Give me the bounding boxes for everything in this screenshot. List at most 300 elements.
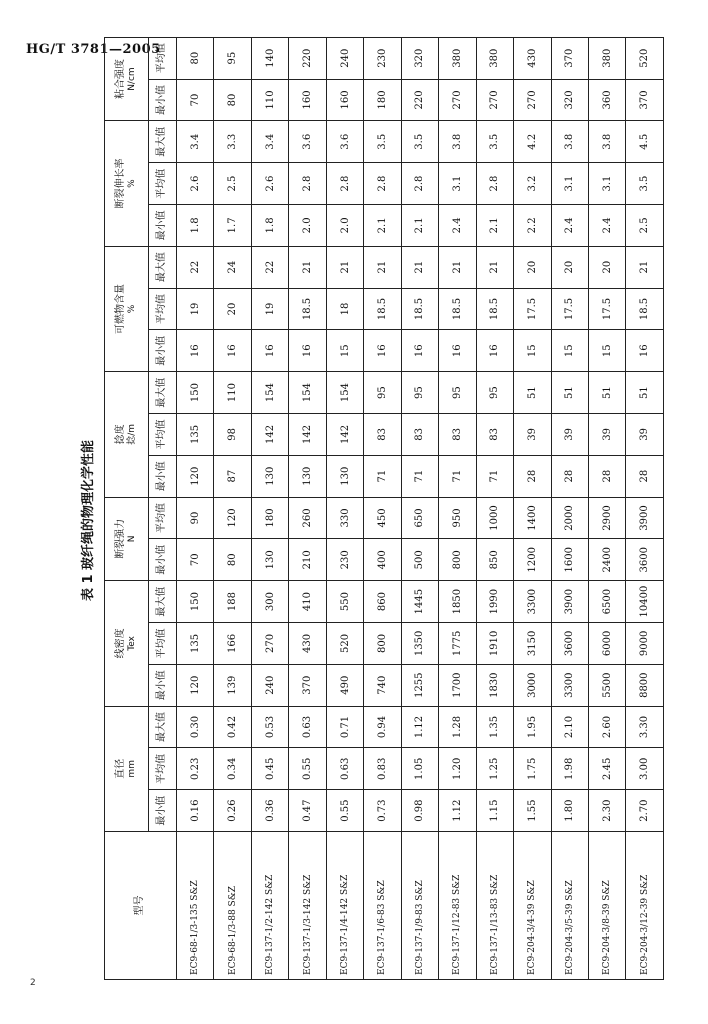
table-row [401, 37, 438, 979]
sub-min: 最小值 [149, 79, 177, 121]
value-cell: 2.0 [289, 204, 326, 246]
header-breaking-strength: 断裂强力 N [105, 497, 149, 581]
value-cell: 2000 [551, 497, 588, 539]
value-cell: 95 [476, 372, 513, 414]
value-cell: 3.5 [401, 121, 438, 163]
value-cell: 130 [251, 539, 288, 581]
value-cell: 83 [364, 413, 401, 455]
value-cell: 28 [551, 455, 588, 497]
value-cell: 0.55 [326, 790, 363, 832]
value-cell: 180 [251, 497, 288, 539]
value-cell: 3.6 [326, 121, 363, 163]
value-cell: 300 [251, 581, 288, 623]
sub-min: 最小值 [149, 790, 177, 832]
value-cell: 5500 [588, 664, 625, 706]
value-cell: 120 [214, 497, 251, 539]
value-cell: 28 [626, 455, 664, 497]
value-cell: 330 [326, 497, 363, 539]
value-cell: 18.5 [476, 288, 513, 330]
model-cell: EC9-204-3/8-39 S&Z [588, 832, 625, 980]
value-cell: 2.5 [626, 204, 664, 246]
value-cell: 3.6 [289, 121, 326, 163]
value-cell: 0.83 [364, 748, 401, 790]
value-cell: 220 [289, 37, 326, 79]
value-cell: 1.35 [476, 706, 513, 748]
value-cell: 19 [177, 288, 214, 330]
value-cell: 1445 [401, 581, 438, 623]
value-cell: 2.2 [514, 204, 551, 246]
sub-avg: 平均值 [149, 623, 177, 665]
value-cell: 16 [251, 330, 288, 372]
value-cell: 220 [401, 79, 438, 121]
value-cell: 15 [551, 330, 588, 372]
value-cell: 98 [214, 413, 251, 455]
value-cell: 1.8 [251, 204, 288, 246]
value-cell: 6000 [588, 623, 625, 665]
value-cell: 3900 [626, 497, 664, 539]
value-cell: 270 [439, 79, 476, 121]
value-cell: 16 [476, 330, 513, 372]
value-cell: 80 [214, 79, 251, 121]
value-cell: 230 [364, 37, 401, 79]
value-cell: 0.73 [364, 790, 401, 832]
table-row [551, 37, 588, 979]
value-cell: 2.4 [439, 204, 476, 246]
value-cell: 18.5 [439, 288, 476, 330]
value-cell: 21 [401, 246, 438, 288]
value-cell: 0.30 [177, 706, 214, 748]
value-cell: 370 [551, 37, 588, 79]
value-cell: 860 [364, 581, 401, 623]
value-cell: 18 [326, 288, 363, 330]
value-cell: 400 [364, 539, 401, 581]
value-cell: 70 [177, 539, 214, 581]
value-cell: 1.55 [514, 790, 551, 832]
value-cell: 22 [251, 246, 288, 288]
sub-avg: 平均值 [149, 288, 177, 330]
table-caption: 表 1 玻纤绳的物理化学性能 [81, 439, 97, 601]
value-cell: 135 [177, 413, 214, 455]
header-linear-density: 线密度 Tex [105, 581, 149, 706]
value-cell: 2.1 [401, 204, 438, 246]
value-cell: 142 [326, 413, 363, 455]
value-cell: 1910 [476, 623, 513, 665]
value-cell: 1850 [439, 581, 476, 623]
table-row [326, 37, 363, 979]
value-cell: 16 [364, 330, 401, 372]
value-cell: 0.42 [214, 706, 251, 748]
value-cell: 2.10 [551, 706, 588, 748]
value-cell: 1830 [476, 664, 513, 706]
value-cell: 2.0 [326, 204, 363, 246]
value-cell: 80 [214, 539, 251, 581]
value-cell: 154 [251, 372, 288, 414]
model-cell: EC9-137-1/12-83 S&Z [439, 832, 476, 980]
value-cell: 39 [551, 413, 588, 455]
header-model: 型号 [105, 832, 177, 980]
value-cell: 2.8 [401, 163, 438, 205]
value-cell: 240 [326, 37, 363, 79]
model-cell: EC9-137-1/3-142 S&Z [289, 832, 326, 980]
sub-avg: 平均值 [149, 413, 177, 455]
value-cell: 1.80 [551, 790, 588, 832]
value-cell: 3300 [551, 664, 588, 706]
table-row [588, 37, 625, 979]
value-cell: 18.5 [401, 288, 438, 330]
value-cell: 1350 [401, 623, 438, 665]
value-cell: 39 [626, 413, 664, 455]
value-cell: 3.5 [364, 121, 401, 163]
value-cell: 0.63 [326, 748, 363, 790]
value-cell: 20 [588, 246, 625, 288]
table-row [251, 37, 288, 979]
value-cell: 24 [214, 246, 251, 288]
sub-min: 最小值 [149, 539, 177, 581]
value-cell: 16 [214, 330, 251, 372]
table-row [289, 37, 326, 979]
value-cell: 430 [289, 623, 326, 665]
value-cell: 71 [364, 455, 401, 497]
value-cell: 18.5 [364, 288, 401, 330]
value-cell: 2.8 [476, 163, 513, 205]
value-cell: 2.1 [364, 204, 401, 246]
value-cell: 2.8 [326, 163, 363, 205]
value-cell: 1990 [476, 581, 513, 623]
header-twist: 捻度 捻/m [105, 372, 149, 497]
value-cell: 15 [326, 330, 363, 372]
value-cell: 380 [439, 37, 476, 79]
value-cell: 650 [401, 497, 438, 539]
value-cell: 110 [214, 372, 251, 414]
value-cell: 4.5 [626, 121, 664, 163]
value-cell: 800 [439, 539, 476, 581]
value-cell: 2900 [588, 497, 625, 539]
value-cell: 3600 [626, 539, 664, 581]
table-row [476, 37, 513, 979]
value-cell: 20 [214, 288, 251, 330]
table-row [364, 37, 401, 979]
sub-max: 最大值 [149, 372, 177, 414]
value-cell: 160 [289, 79, 326, 121]
value-cell: 3.00 [626, 748, 664, 790]
value-cell: 51 [551, 372, 588, 414]
value-cell: 21 [326, 246, 363, 288]
value-cell: 490 [326, 664, 363, 706]
value-cell: 320 [551, 79, 588, 121]
sub-max: 最大值 [149, 121, 177, 163]
model-cell: EC9-137-1/9-83 S&Z [401, 832, 438, 980]
value-cell: 850 [476, 539, 513, 581]
model-cell: EC9-204-3/4-39 S&Z [514, 832, 551, 980]
value-cell: 51 [588, 372, 625, 414]
value-cell: 3.8 [551, 121, 588, 163]
value-cell: 120 [177, 664, 214, 706]
value-cell: 520 [626, 37, 664, 79]
sub-max: 最大值 [149, 246, 177, 288]
table-row [626, 37, 664, 979]
value-cell: 0.47 [289, 790, 326, 832]
value-cell: 270 [514, 79, 551, 121]
value-cell: 3.5 [626, 163, 664, 205]
value-cell: 3300 [514, 581, 551, 623]
value-cell: 16 [401, 330, 438, 372]
value-cell: 21 [439, 246, 476, 288]
value-cell: 380 [476, 37, 513, 79]
value-cell: 2.5 [214, 163, 251, 205]
model-cell: EC9-137-1/6-83 S&Z [364, 832, 401, 980]
value-cell: 0.16 [177, 790, 214, 832]
value-cell: 17.5 [551, 288, 588, 330]
value-cell: 0.26 [214, 790, 251, 832]
value-cell: 21 [476, 246, 513, 288]
value-cell: 51 [514, 372, 551, 414]
model-cell: EC9-68-1/3-135 S&Z [177, 832, 214, 980]
value-cell: 21 [626, 246, 664, 288]
value-cell: 139 [214, 664, 251, 706]
value-cell: 500 [401, 539, 438, 581]
value-cell: 1400 [514, 497, 551, 539]
value-cell: 2.60 [588, 706, 625, 748]
value-cell: 39 [588, 413, 625, 455]
value-cell: 1.7 [214, 204, 251, 246]
value-cell: 130 [251, 455, 288, 497]
value-cell: 8800 [626, 664, 664, 706]
value-cell: 0.36 [251, 790, 288, 832]
sub-avg: 平均值 [149, 163, 177, 205]
value-cell: 28 [514, 455, 551, 497]
table-row [439, 37, 476, 979]
value-cell: 3150 [514, 623, 551, 665]
value-cell: 16 [626, 330, 664, 372]
value-cell: 1775 [439, 623, 476, 665]
value-cell: 0.98 [401, 790, 438, 832]
value-cell: 17.5 [588, 288, 625, 330]
value-cell: 2.4 [588, 204, 625, 246]
value-cell: 142 [251, 413, 288, 455]
value-cell: 71 [476, 455, 513, 497]
value-cell: 320 [401, 37, 438, 79]
sub-min: 最小值 [149, 330, 177, 372]
value-cell: 6500 [588, 581, 625, 623]
value-cell: 130 [326, 455, 363, 497]
value-cell: 2.4 [551, 204, 588, 246]
value-cell: 520 [326, 623, 363, 665]
value-cell: 51 [626, 372, 664, 414]
value-cell: 3.1 [439, 163, 476, 205]
value-cell: 1200 [514, 539, 551, 581]
sub-min: 最小值 [149, 664, 177, 706]
model-cell: EC9-204-3/12-39 S&Z [626, 832, 664, 980]
value-cell: 154 [326, 372, 363, 414]
value-cell: 3.1 [551, 163, 588, 205]
value-cell: 360 [588, 79, 625, 121]
value-cell: 83 [476, 413, 513, 455]
value-cell: 2.1 [476, 204, 513, 246]
value-cell: 39 [514, 413, 551, 455]
value-cell: 166 [214, 623, 251, 665]
value-cell: 410 [289, 581, 326, 623]
value-cell: 4.2 [514, 121, 551, 163]
value-cell: 110 [251, 79, 288, 121]
document-code: HG/T 3781—2005 [26, 42, 161, 57]
value-cell: 95 [214, 37, 251, 79]
value-cell: 230 [326, 539, 363, 581]
header-diameter: 直径 mm [105, 706, 149, 831]
value-cell: 3.8 [439, 121, 476, 163]
value-cell: 1.20 [439, 748, 476, 790]
value-cell: 28 [588, 455, 625, 497]
value-cell: 1000 [476, 497, 513, 539]
value-cell: 90 [177, 497, 214, 539]
value-cell: 142 [289, 413, 326, 455]
sub-avg: 平均值 [149, 497, 177, 539]
value-cell: 3.1 [588, 163, 625, 205]
value-cell: 1.15 [476, 790, 513, 832]
sub-max: 最大值 [149, 581, 177, 623]
value-cell: 430 [514, 37, 551, 79]
value-cell: 0.53 [251, 706, 288, 748]
model-cell: EC9-137-1/13-83 S&Z [476, 832, 513, 980]
table-row [177, 37, 214, 979]
value-cell: 2.8 [289, 163, 326, 205]
value-cell: 95 [364, 372, 401, 414]
value-cell: 150 [177, 581, 214, 623]
value-cell: 188 [214, 581, 251, 623]
header-adhesion: 粘合强度 N/cm [105, 37, 149, 121]
value-cell: 19 [251, 288, 288, 330]
value-cell: 9000 [626, 623, 664, 665]
value-cell: 3000 [514, 664, 551, 706]
value-cell: 130 [289, 455, 326, 497]
properties-table [104, 37, 664, 980]
value-cell: 1600 [551, 539, 588, 581]
value-cell: 135 [177, 623, 214, 665]
value-cell: 2.6 [251, 163, 288, 205]
sub-max: 最大值 [149, 706, 177, 748]
value-cell: 740 [364, 664, 401, 706]
value-cell: 0.55 [289, 748, 326, 790]
model-cell: EC9-137-1/4-142 S&Z [326, 832, 363, 980]
value-cell: 1.8 [177, 204, 214, 246]
value-cell: 0.23 [177, 748, 214, 790]
value-cell: 370 [289, 664, 326, 706]
sub-avg: 平均值 [149, 748, 177, 790]
value-cell: 2.45 [588, 748, 625, 790]
value-cell: 21 [364, 246, 401, 288]
header-elongation: 断裂伸长率 % [105, 121, 149, 246]
value-cell: 20 [551, 246, 588, 288]
value-cell: 22 [177, 246, 214, 288]
value-cell: 1.25 [476, 748, 513, 790]
value-cell: 150 [177, 372, 214, 414]
value-cell: 380 [588, 37, 625, 79]
value-cell: 80 [177, 37, 214, 79]
value-cell: 1700 [439, 664, 476, 706]
value-cell: 71 [401, 455, 438, 497]
value-cell: 16 [439, 330, 476, 372]
value-cell: 370 [626, 79, 664, 121]
table-row [514, 37, 551, 979]
model-cell: EC9-68-1/3-88 S&Z [214, 832, 251, 980]
value-cell: 3.4 [177, 121, 214, 163]
value-cell: 240 [251, 664, 288, 706]
value-cell: 1.28 [439, 706, 476, 748]
value-cell: 2400 [588, 539, 625, 581]
page-number: 2 [30, 978, 36, 988]
value-cell: 1.95 [514, 706, 551, 748]
value-cell: 1.12 [401, 706, 438, 748]
value-cell: 1.98 [551, 748, 588, 790]
value-cell: 550 [326, 581, 363, 623]
value-cell: 83 [439, 413, 476, 455]
sub-min: 最小值 [149, 455, 177, 497]
value-cell: 95 [439, 372, 476, 414]
value-cell: 270 [251, 623, 288, 665]
value-cell: 0.71 [326, 706, 363, 748]
value-cell: 16 [289, 330, 326, 372]
header-combustible-content: 可燃物含量 % [105, 246, 149, 371]
value-cell: 3.3 [214, 121, 251, 163]
value-cell: 15 [514, 330, 551, 372]
value-cell: 800 [364, 623, 401, 665]
table-body [177, 37, 664, 979]
value-cell: 210 [289, 539, 326, 581]
value-cell: 2.6 [177, 163, 214, 205]
value-cell: 3900 [551, 581, 588, 623]
value-cell: 0.45 [251, 748, 288, 790]
value-cell: 3.4 [251, 121, 288, 163]
value-cell: 15 [588, 330, 625, 372]
value-cell: 270 [476, 79, 513, 121]
sub-avg: 平均值 [149, 37, 177, 79]
sub-min: 最小值 [149, 204, 177, 246]
value-cell: 2.30 [588, 790, 625, 832]
value-cell: 3.30 [626, 706, 664, 748]
value-cell: 1.75 [514, 748, 551, 790]
value-cell: 16 [177, 330, 214, 372]
value-cell: 0.34 [214, 748, 251, 790]
model-cell: EC9-204-3/5-39 S&Z [551, 832, 588, 980]
value-cell: 140 [251, 37, 288, 79]
value-cell: 260 [289, 497, 326, 539]
value-cell: 18.5 [289, 288, 326, 330]
value-cell: 10400 [626, 581, 664, 623]
value-cell: 87 [214, 455, 251, 497]
value-cell: 450 [364, 497, 401, 539]
table-row [214, 37, 251, 979]
value-cell: 0.63 [289, 706, 326, 748]
value-cell: 950 [439, 497, 476, 539]
table-container [104, 43, 664, 980]
value-cell: 1.12 [439, 790, 476, 832]
model-cell: EC9-137-1/2-142 S&Z [251, 832, 288, 980]
value-cell: 3.8 [588, 121, 625, 163]
value-cell: 83 [401, 413, 438, 455]
value-cell: 1.05 [401, 748, 438, 790]
value-cell: 3600 [551, 623, 588, 665]
value-cell: 2.8 [364, 163, 401, 205]
value-cell: 1255 [401, 664, 438, 706]
value-cell: 71 [439, 455, 476, 497]
value-cell: 95 [401, 372, 438, 414]
value-cell: 154 [289, 372, 326, 414]
value-cell: 18.5 [626, 288, 664, 330]
value-cell: 120 [177, 455, 214, 497]
value-cell: 3.2 [514, 163, 551, 205]
value-cell: 17.5 [514, 288, 551, 330]
value-cell: 160 [326, 79, 363, 121]
value-cell: 3.5 [476, 121, 513, 163]
